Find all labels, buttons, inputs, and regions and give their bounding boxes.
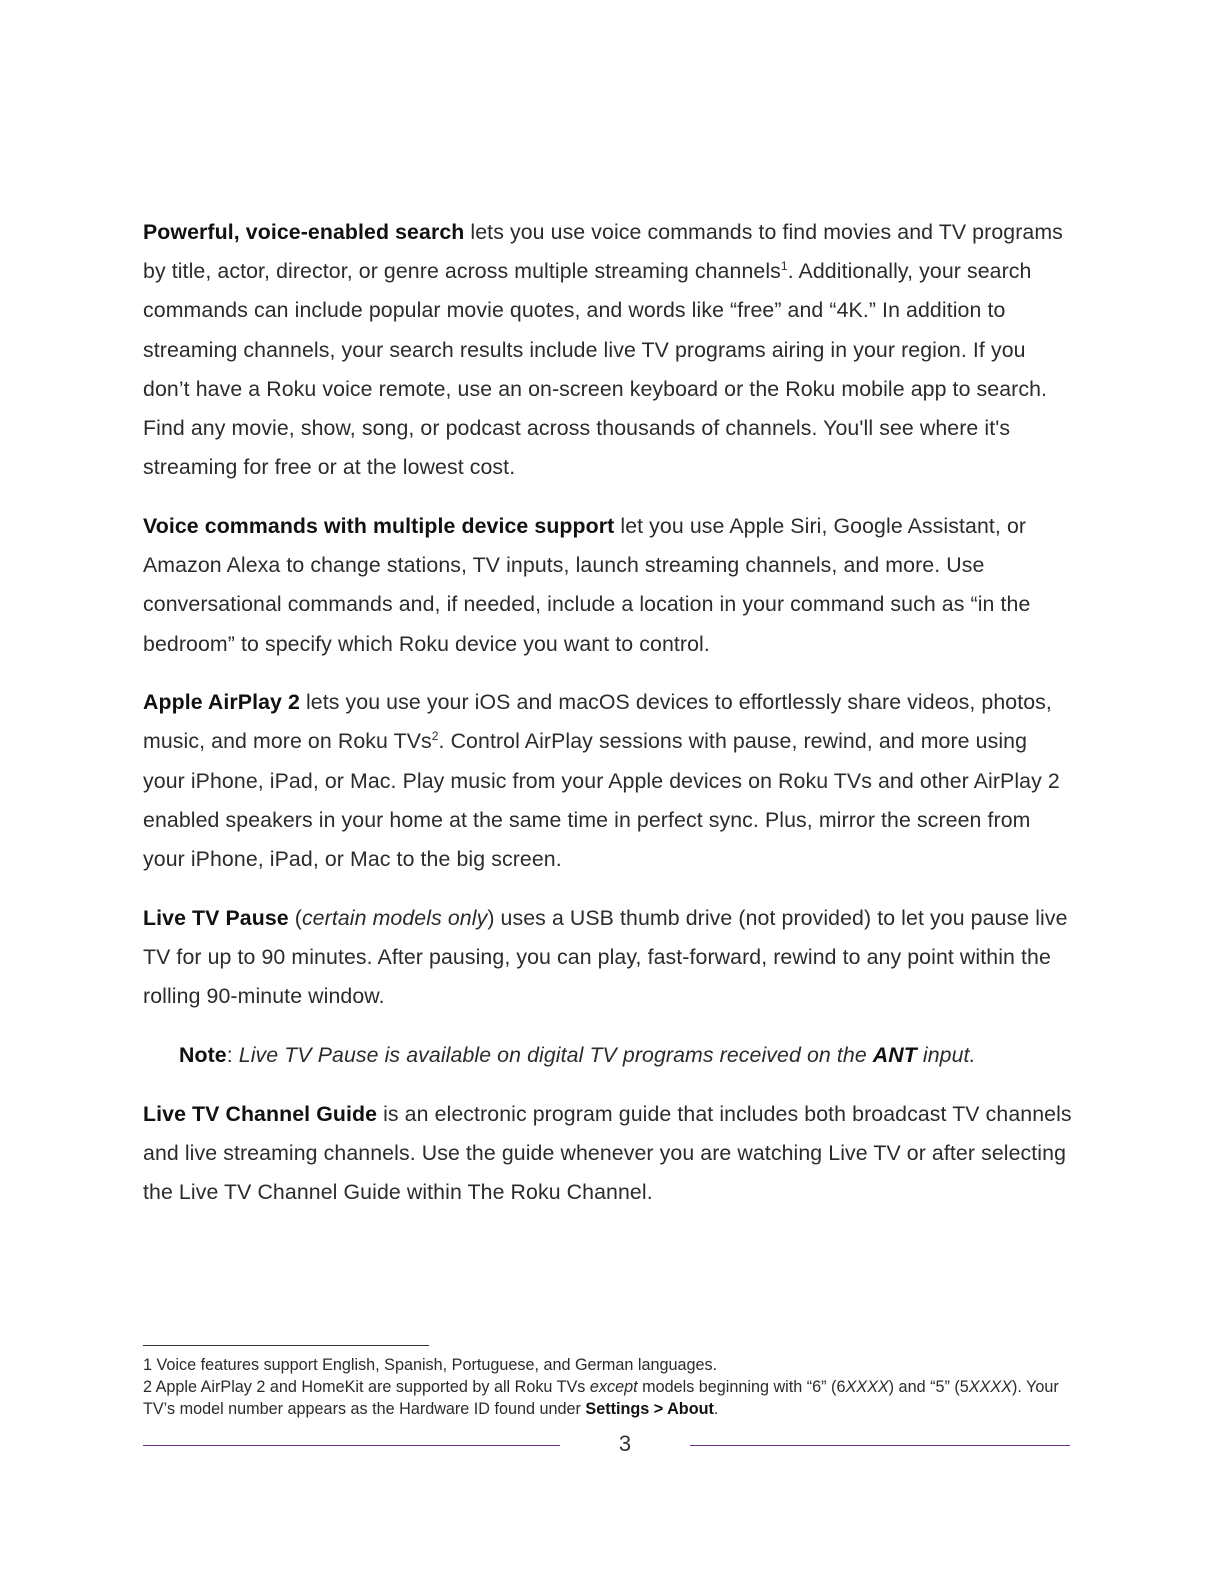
fn2-model-6: XXXX [845, 1378, 889, 1396]
note-label: Note [179, 1042, 227, 1067]
search-paragraph [143, 213, 1073, 487]
footnote-1: 1 Voice features support English, Spanish, Portuguese, and German languages. [143, 1356, 718, 1374]
footnote-ref-1: 1 [780, 259, 788, 274]
voice-text: let you use Apple Siri, Google Assistant, or Amazon Alexa to change stations, TV inputs, launch streaming channels, and more. Use conversational commands and, if needed, include a location in your command such as “in the bedroom” to specify which Roku device you want to control. [143, 513, 1031, 656]
footer-rule-right [690, 1445, 1070, 1446]
page-number: 3 [618, 1431, 632, 1456]
pause-text: ) uses a USB thumb drive (not provided) to let you pause live TV for up to 90 minutes. After pausing, you can play, fast-forward, rewind to any point within the rolling 90-minute window. [143, 905, 1068, 1009]
guide-text: is an electronic program guide that includes both broadcast TV channels and live streaming channels. Use the guide whenever you are watching Live TV or after selecting the Live TV Channel Guide within The Roku Channel. [143, 1101, 1072, 1204]
fn2-except: except [589, 1378, 638, 1396]
note-bold: ANT [872, 1042, 917, 1067]
airplay-paragraph [143, 683, 1073, 879]
page-content [143, 213, 1073, 1232]
voice-heading: Voice commands with multiple device support [143, 513, 615, 538]
fn2-part-c: models beginning with “6” (6 [637, 1378, 846, 1396]
fn2-settings-path: Settings > About [585, 1400, 714, 1418]
fn2-part-g: ). Your TV’s model number appears as the Hardware ID found under [143, 1378, 1059, 1418]
fn2-part-a: 2 Apple AirPlay 2 and HomeKit are supported by all Roku TVs [143, 1378, 590, 1396]
footnote-divider [143, 1345, 429, 1346]
guide-heading: Live TV Channel Guide [143, 1101, 378, 1126]
footnotes [143, 1354, 1083, 1420]
search-heading: Powerful, voice-enabled search [143, 220, 465, 244]
pause-paren-open: ( [288, 905, 302, 930]
fn2-model-5: XXXX [968, 1378, 1012, 1396]
note-text-body: Live TV Pause is available on digital TV programs received on the [238, 1042, 873, 1067]
search-text-continued: . Additionally, your search commands can include popular movie quotes, and words like “free” and “4K.” In addition to streaming channels, your search results include live TV programs airing in your region. If you don’t have a Roku voice remote, use an on-screen keyboard or the Roku mobile app to search. Find any movie, show, song, or podcast across thousands of channels. You'll see where it's streaming for free or at the lowest cost. [143, 259, 1048, 480]
airplay-text-continued: . Control AirPlay sessions with pause, rewind, and more using your iPhone, iPad, or Mac. Play music from your Apple devices on Roku TVs and other AirPlay 2 enabled speakers in your home at the same time in perfect sync. Plus, mirror the screen from your iPhone, iPad, or Mac to the big screen. [143, 729, 1060, 872]
fn2-part-e: ) and “5” (5 [888, 1378, 969, 1396]
note-text [239, 1043, 976, 1067]
footer-rule-left [143, 1445, 560, 1446]
footnote-ref-2: 2 [431, 729, 439, 744]
pause-paragraph [143, 899, 1073, 1017]
note-text-end: input. [916, 1042, 976, 1067]
footnote-2 [143, 1376, 1083, 1420]
pause-italic: certain models only [301, 905, 488, 930]
guide-paragraph [143, 1095, 1073, 1213]
note-paragraph [143, 1036, 1073, 1075]
search-text: lets you use voice commands to find movies and TV programs by title, actor, director, or genre across multiple streaming channels [143, 220, 1063, 284]
pause-heading: Live TV Pause [143, 905, 289, 930]
airplay-heading: Apple AirPlay 2 [143, 690, 300, 715]
airplay-text: lets you use your iOS and macOS devices to effortlessly share videos, photos, music, and more on Roku TVs [143, 690, 1052, 754]
voice-paragraph [143, 507, 1073, 664]
fn2-period: . [713, 1400, 719, 1418]
note-colon: : [226, 1042, 239, 1067]
